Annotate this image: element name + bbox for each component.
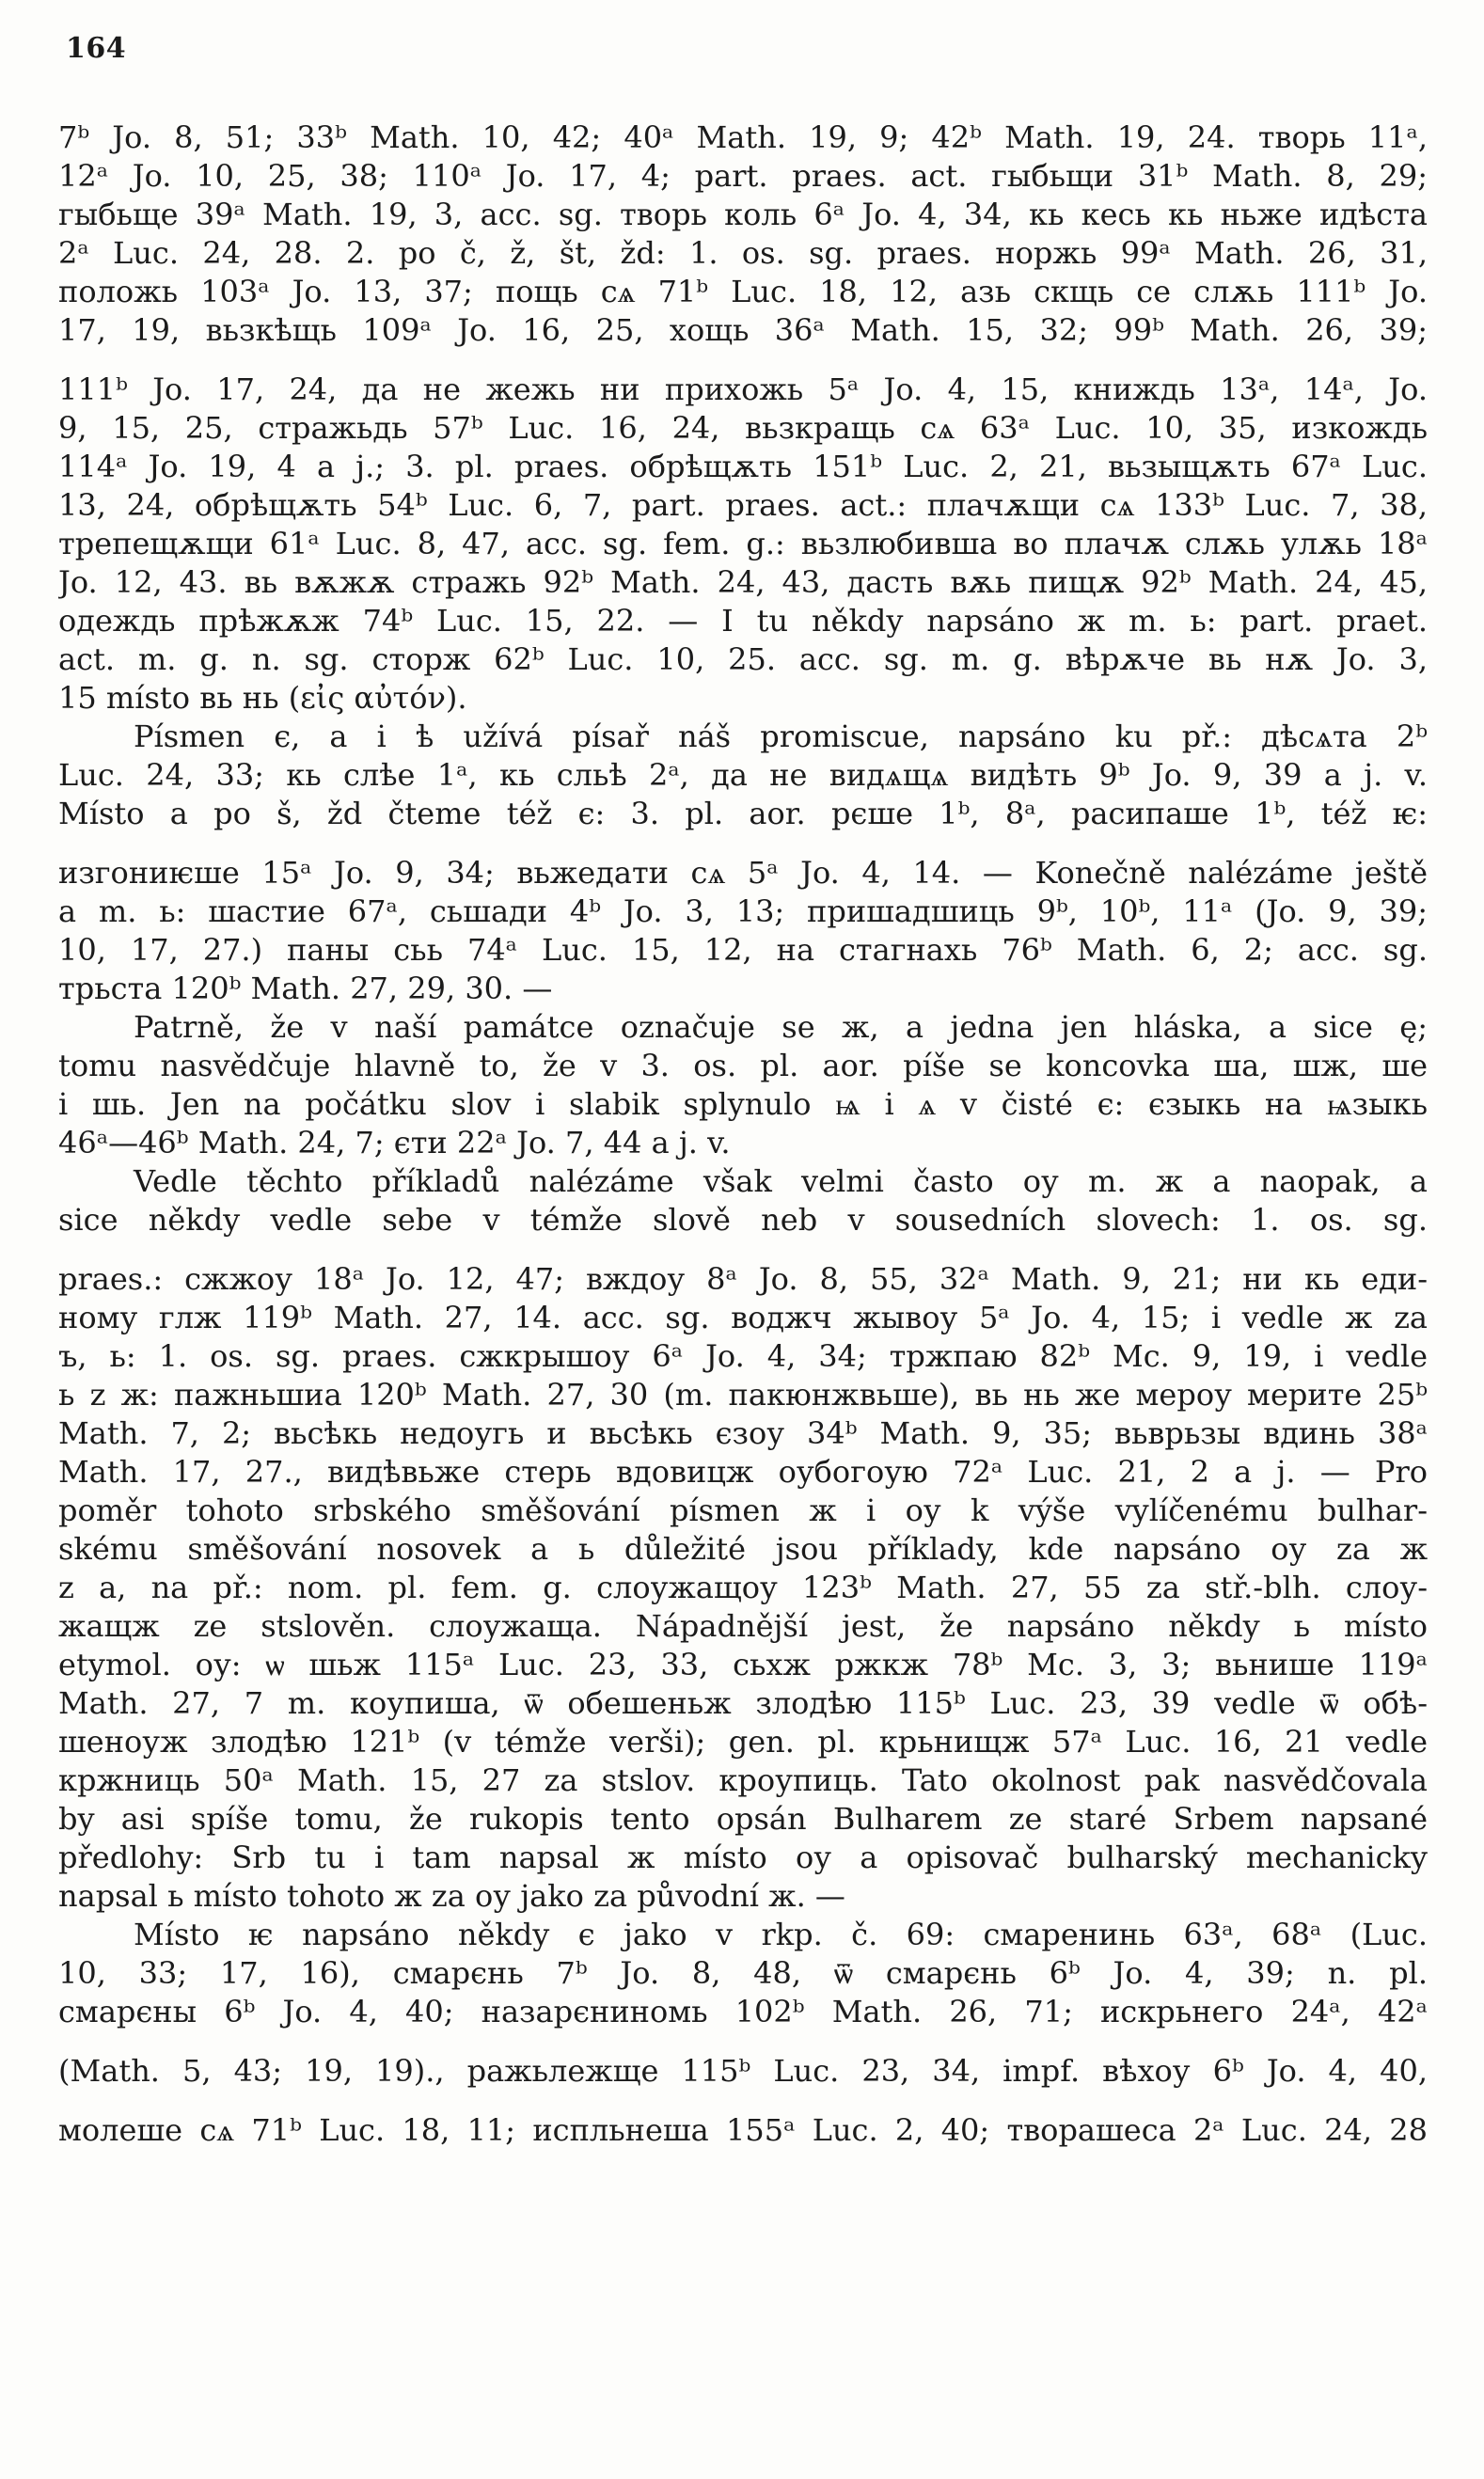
text-line: předlohy: Srb tu i tam napsal ж místo оу a opisovač bulharský mechanicky: [58, 1840, 1428, 1875]
text-line: положь 103ᵃ Jo. 13, 37; пощь сѧ 71ᵇ Luc. 18, 12, азь скщь се слѫь 111ᵇ Jo.: [58, 274, 1428, 309]
text-line: Math. 7, 2; вьсѣкь недоугь и вьсѣкь єзоу 34ᵇ Math. 9, 35; вьврьзы вдинь 38ᵃ: [58, 1415, 1428, 1451]
text-line: Patrně, že v naší památce označuje se ж, а jedna jen hláska, a sice ę;: [134, 1009, 1428, 1045]
text-line: 7ᵇ Jo. 8, 51; 33ᵇ Math. 10, 42; 40ᵃ Math. 19, 9; 42ᵇ Math. 19, 24. творь 11ᵃ,: [58, 119, 1428, 155]
text-line: Písmen є, а i ѣ užívá písař náš promiscue, napsáno ku př.: дѣсѧта 2ᵇ: [134, 718, 1428, 754]
text-line: poměr tohoto srbského směšování písmen ж i оу k výše vylíčenému bulhar-: [58, 1492, 1428, 1528]
text-line: Math. 27, 7 m. коупиша, ѿ обешеньж злодѣю 115ᵇ Luc. 23, 39 vedle ѿ обѣ-: [58, 1685, 1428, 1721]
text-line: etymol. оу: ѡ шьж 115ᵃ Luc. 23, 33, сьхж ржкж 78ᵇ Mc. 3, 3; вьнише 119ᵃ: [58, 1647, 1428, 1682]
text-line: одеждь прѣжѫж 74ᵇ Luc. 15, 22. — I tu někdy napsáno ж m. ь: part. praet.: [58, 603, 1428, 639]
text-line: 10, 33; 17, 16), смарєнь 7ᵇ Jo. 8, 48, ѿ смарєнь 6ᵇ Jo. 4, 39; n. pl.: [58, 1955, 1428, 1991]
text-line: 9, 15, 25, стражьдь 57ᵇ Luc. 16, 24, вьзкращь сѧ 63ᵃ Luc. 10, 35, изкождь: [58, 410, 1428, 446]
text-line: napsal ь místo tohoto ж za оу jako za původní ж. —: [58, 1878, 845, 1914]
text-line: а m. ь: шастие 67ᵃ, сьшади 4ᵇ Jo. 3, 13; пришадшиць 9ᵇ, 10ᵇ, 11ᵃ (Jo. 9, 39;: [58, 893, 1428, 929]
text-line: гыбьще 39ᵃ Math. 19, 3, acc. sg. творь коль 6ᵃ Jo. 4, 34, кь кесь кь ньже идѣста: [58, 197, 1428, 232]
text-line: Math. 17, 27., видѣвьже стерь вдовицж оубогоую 72ᵃ Luc. 21, 2 a j. — Pro: [58, 1454, 1428, 1490]
text-line: (Math. 5, 43; 19, 19)., ражьлежще 115ᵇ Luc. 23, 34, impf. вѣхоу 6ᵇ Jo. 4, 40,: [58, 2053, 1428, 2089]
text-line: sice někdy vedle sebe v témže slově neb v sousedních slovech: 1. os. sg.: [58, 1202, 1428, 1238]
text-line: Místo ѥ napsáno někdy є jako v rkp. č. 69: смаренинь 63ᵃ, 68ᵃ (Luc.: [134, 1917, 1428, 1952]
text-line: Luc. 24, 33; кь слѣе 1ᵃ, кь сльѣ 2ᵃ, да не видѧщѧ видѣть 9ᵇ Jo. 9, 39 a j. v.: [58, 757, 1428, 793]
text-line: Místo а po š, žd čteme též є: 3. pl. aor. рєше 1ᵇ, 8ᵃ, расипаше 1ᵇ, též ѥ:: [58, 796, 1428, 831]
text-line: 114ᵃ Jo. 19, 4 a j.; 3. pl. praes. обрѣщѫть 151ᵇ Luc. 2, 21, вьзыщѫть 67ᵃ Luc.: [58, 449, 1428, 484]
text-line: 2ᵃ Luc. 24, 28. 2. po č, ž, št, žd: 1. os. sg. praes. норжь 99ᵃ Math. 26, 31,: [58, 235, 1428, 271]
text-line: i шь. Jen na počátku slov i slabik splynulo ѩ i ѧ v čisté є: єзыкь на ѩзыкь: [58, 1086, 1428, 1122]
body-text: [58, 118, 1428, 2150]
text-line: ному глж 119ᵇ Math. 27, 14. acc. sg. воджч жывоу 5ᵃ Jo. 4, 15; i vedle ж za: [58, 1300, 1428, 1335]
text-line: 17, 19, вьзкѣщь 109ᵃ Jo. 16, 25, хощь 36ᵃ Math. 15, 32; 99ᵇ Math. 26, 39;: [58, 312, 1428, 348]
text-line: жащж ze stslověn. слоужаща. Nápadnější jest, že napsáno někdy ь místo: [58, 1608, 1428, 1644]
text-line: ь z ж: пажньшиа 120ᵇ Math. 27, 30 (m. пакюнжвьше), вь нь же мероу мерите 25ᵇ: [58, 1377, 1428, 1413]
text-line: tomu nasvědčuje hlavně to, že v 3. os. pl. aor. píše se koncovka ша, шж, ше: [58, 1048, 1428, 1083]
text-line: 111ᵇ Jo. 17, 24, да не жежь ни прихожь 5ᵃ Jo. 4, 15, книждь 13ᵃ, 14ᵃ, Jo.: [58, 371, 1428, 407]
text-line: ъ, ь: 1. os. sg. praes. сжкрышоу 6ᵃ Jo. 4, 34; тржпаю 82ᵇ Mc. 9, 19, i vedle: [58, 1338, 1428, 1374]
text-line: 15 místo вь нь (εἰς αὐτόν).: [58, 680, 467, 716]
text-line: 12ᵃ Jo. 10, 25, 38; 110ᵃ Jo. 17, 4; part. praes. act. гыбьщи 31ᵇ Math. 8, 29;: [58, 158, 1428, 194]
text-line: 13, 24, обрѣщѫть 54ᵇ Luc. 6, 7, part. praes. act.: плачѫщи сѧ 133ᵇ Luc. 7, 38,: [58, 487, 1428, 523]
text-line: молеше сѧ 71ᵇ Luc. 18, 11; испльнеша 155ᵃ Luc. 2, 40; творашеса 2ᵃ Luc. 24, 28: [58, 2112, 1428, 2148]
text-line: act. m. g. n. sg. сторж 62ᵇ Luc. 10, 25. acc. sg. m. g. вѣрѫче вь нѫ Jo. 3,: [58, 641, 1428, 677]
text-line: изгониѥше 15ᵃ Jo. 9, 34; вьжедати сѧ 5ᵃ Jo. 4, 14. — Konečně nalézáme ještě: [58, 855, 1428, 891]
text-line: Vedle těchto příkladů nalézáme však velmi často оу m. ж a naopak, a: [134, 1163, 1428, 1199]
text-line: skému směšování nosovek a ь důležité jsou příklady, kde napsáno оу za ж: [58, 1531, 1428, 1567]
text-line: шеноуж злодѣю 121ᵇ (v témže verši); gen. pl. крьнищж 57ᵃ Luc. 16, 21 vedle: [58, 1724, 1428, 1760]
text-line: Jo. 12, 43. вь вѫжѫ стражь 92ᵇ Math. 24, 43, дасть вѫь пищѫ 92ᵇ Math. 24, 45,: [58, 564, 1428, 600]
text-line: 10, 17, 27.) паны сьь 74ᵃ Luc. 15, 12, на стагнахь 76ᵇ Math. 6, 2; acc. sg.: [58, 932, 1428, 968]
text-line: трьста 120ᵇ Math. 27, 29, 30. —: [58, 971, 553, 1006]
text-line: z а, na př.: nom. pl. fem. g. слоужащоу 123ᵇ Math. 27, 55 za stř.-blh. слоу-: [58, 1570, 1428, 1605]
text-line: трепещѫщи 61ᵃ Luc. 8, 47, acc. sg. fem. g.: вьзлюбивша во плачѫ слѫь улѫь 18ᵃ: [58, 526, 1428, 561]
page-number: 164: [66, 32, 127, 65]
text-line: by asi spíše tomu, že rukopis tento opsán Bulharem ze staré Srbem napsané: [58, 1801, 1428, 1837]
text-line: смарєны 6ᵇ Jo. 4, 40; назарєниномь 102ᵇ Math. 26, 71; искрьнего 24ᵃ, 42ᵃ: [58, 1994, 1428, 2029]
text-line: кржниць 50ᵃ Math. 15, 27 za stslov. кроупиць. Tato okolnost pak nasvědčovala: [58, 1762, 1428, 1798]
text-line: 46ᵃ—46ᵇ Math. 24, 7; єти 22ᵃ Jo. 7, 44 a j. v.: [58, 1125, 731, 1161]
text-line: praes.: сжжоу 18ᵃ Jo. 12, 47; вждоу 8ᵃ Jo. 8, 55, 32ᵃ Math. 9, 21; ни кь еди-: [58, 1261, 1428, 1297]
